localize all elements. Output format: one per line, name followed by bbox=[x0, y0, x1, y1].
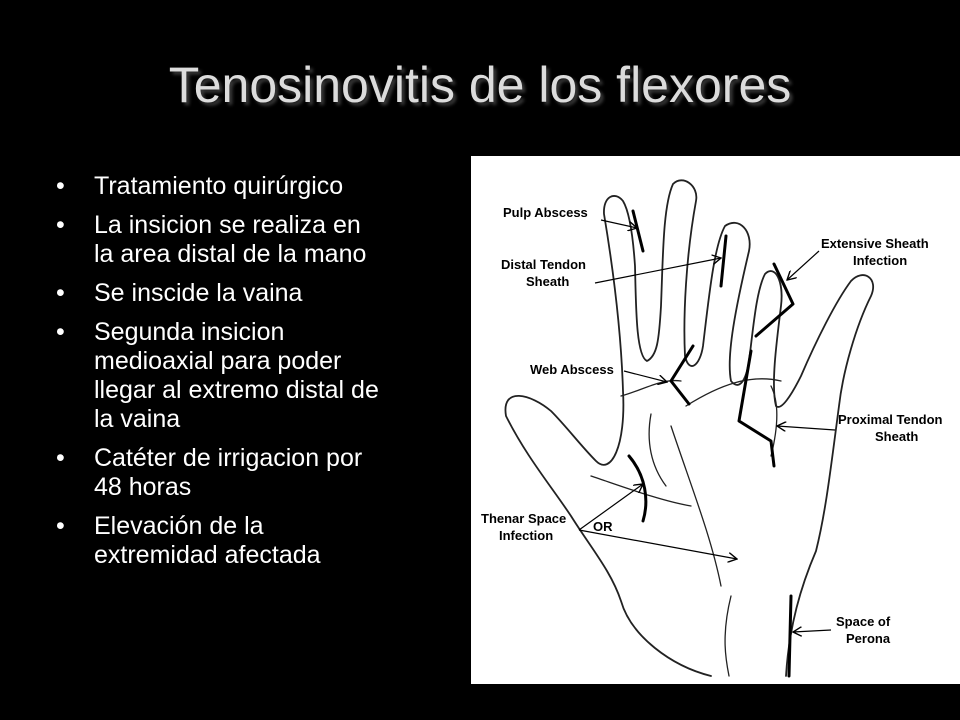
label-space-of-perona-line2: Perona bbox=[846, 631, 891, 646]
bullet-item bbox=[56, 444, 466, 502]
bullet-line: Elevación de la bbox=[94, 512, 264, 540]
bullet-item bbox=[56, 279, 466, 308]
label-proximal-tendon-line1: Proximal Tendon bbox=[838, 412, 943, 427]
slide-title: Tenosinovitis de los flexores bbox=[168, 57, 792, 113]
bullet-line: La insicion se realiza en bbox=[94, 211, 361, 239]
bullet-line: medioaxial para poder bbox=[94, 347, 342, 375]
bullet-item bbox=[56, 211, 466, 269]
label-thenar-space-line2: Infection bbox=[499, 528, 554, 543]
bullet-dot: • bbox=[56, 512, 65, 540]
label-thenar-space-line1: Thenar Space bbox=[481, 511, 567, 526]
label-extensive-sheath-line2: Infection bbox=[853, 253, 908, 268]
bullet-line: Catéter de irrigacion por bbox=[94, 444, 363, 472]
label-arrows bbox=[579, 220, 835, 632]
hand-diagram-svg bbox=[471, 156, 960, 684]
palm-creases bbox=[591, 379, 781, 676]
label-distal-tendon-line1: Distal Tendon bbox=[501, 257, 586, 272]
bullet-line: Segunda insicion bbox=[94, 318, 285, 346]
hand-diagram bbox=[471, 156, 960, 684]
label-pulp-abscess: Pulp Abscess bbox=[503, 205, 588, 220]
bullet-line: 48 horas bbox=[94, 473, 192, 501]
bullet-dot: • bbox=[56, 172, 65, 200]
label-or: OR bbox=[593, 519, 613, 534]
label-space-of-perona-line1: Space of bbox=[836, 614, 891, 629]
bullet-line: Tratamiento quirúrgico bbox=[94, 172, 344, 200]
bullet-dot: • bbox=[56, 211, 65, 239]
bullet-line: la area distal de la mano bbox=[94, 240, 367, 268]
bullet-item bbox=[56, 512, 466, 570]
bullet-list bbox=[56, 172, 466, 580]
hand-outline bbox=[505, 180, 873, 676]
label-web-abscess: Web Abscess bbox=[530, 362, 614, 377]
bullet-line: extremidad afectada bbox=[94, 541, 321, 569]
bullet-dot: • bbox=[56, 279, 65, 307]
bullet-item bbox=[56, 318, 466, 434]
bullet-line: Se inscide la vaina bbox=[94, 279, 303, 307]
bullet-dot: • bbox=[56, 318, 65, 346]
bullet-line: llegar al extremo distal de bbox=[94, 376, 379, 404]
bullet-line: la vaina bbox=[94, 405, 181, 433]
bullet-dot: • bbox=[56, 444, 65, 472]
bullet-item bbox=[56, 172, 466, 201]
label-extensive-sheath-line1: Extensive Sheath bbox=[821, 236, 929, 251]
label-proximal-tendon-line2: Sheath bbox=[875, 429, 919, 444]
label-distal-tendon-line2: Sheath bbox=[526, 274, 570, 289]
